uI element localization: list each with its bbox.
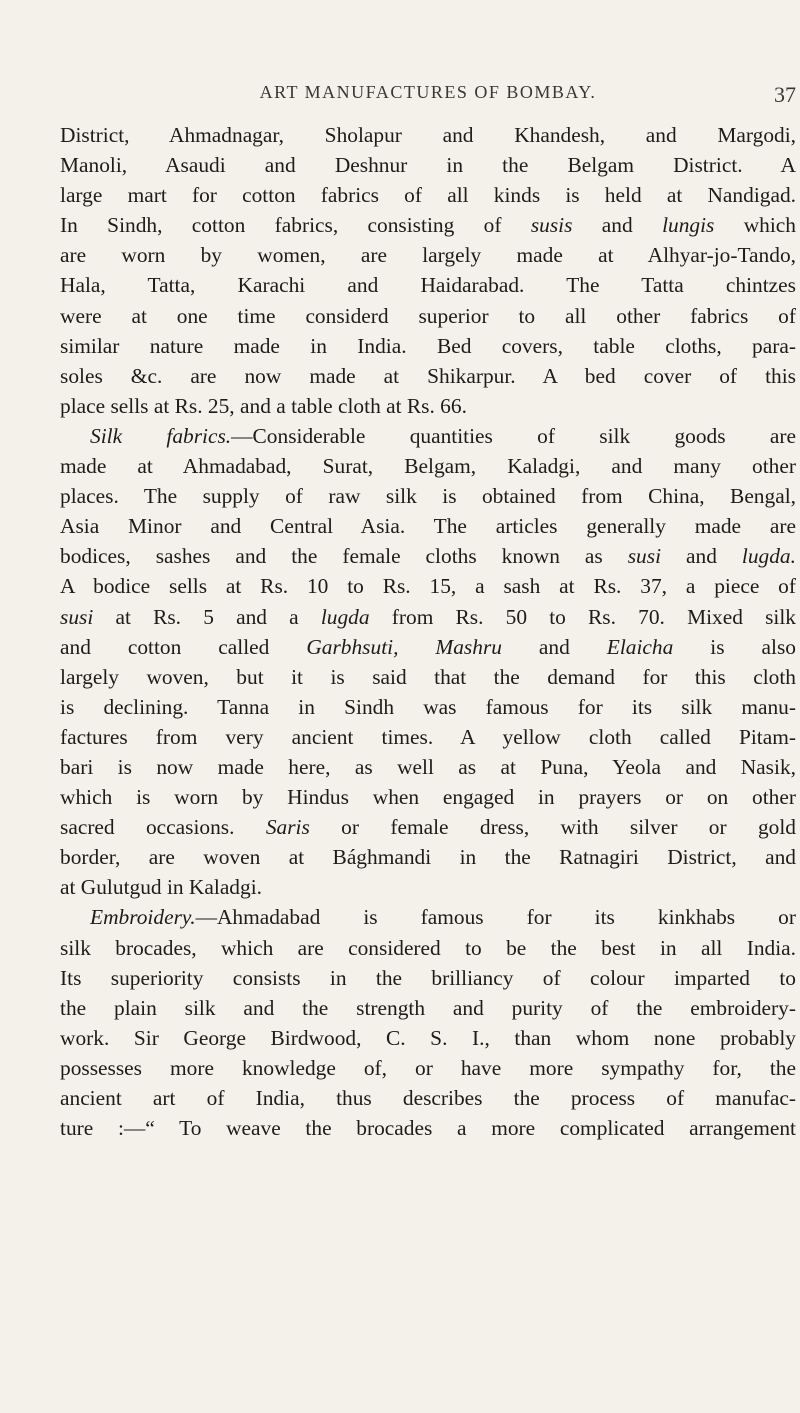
text-line: bodices, sashes and the female cloths known as susi and lugda. [60, 544, 796, 569]
text-line: A bodice sells at Rs. 10 to Rs. 15, a sash at Rs. 37, a piece of [60, 574, 796, 599]
text-line: District, Ahmadnagar, Sholapur and Khandesh, and Margodi, [60, 123, 796, 147]
text-line: sacred occasions. Saris or female dress, with silver or gold [60, 815, 796, 840]
text-line: similar nature made in India. Bed covers, table cloths, para- [60, 333, 796, 358]
paragraph-silk-fabrics: Silk fabrics.—Considerable quantities of silk goods are [90, 423, 796, 448]
text-line: are worn by women, are largely made at Alhyar-jo-Tando, [60, 243, 796, 268]
body-text [60, 120, 796, 1143]
text-line: place sells at Rs. 25, and a table cloth at Rs. 66. [60, 393, 467, 418]
text-line: at Gulutgud in Kaladgi. [60, 875, 262, 900]
text-line: is declining. Tanna in Sindh was famous for its silk manu- [60, 694, 796, 719]
text-line: large mart for cotton fabrics of all kinds is held at Nandigad. [60, 183, 796, 208]
page-number: 37 [774, 82, 796, 107]
text-line: ture :—“ To weave the brocades a more complicated arrangement [60, 1116, 796, 1141]
text-line: possesses more knowledge of, or have more sympathy for, the [60, 1055, 796, 1080]
text-line: places. The supply of raw silk is obtained from China, Bengal, [60, 484, 796, 509]
running-title: ART MANUFACTURES OF BOMBAY. [259, 82, 597, 102]
text-line: Its superiority consists in the brilliancy of colour imparted to [60, 965, 796, 990]
text-line: In Sindh, cotton fabrics, consisting of susis and lungis which [60, 213, 796, 238]
text-line: work. Sir George Birdwood, C. S. I., than whom none probably [60, 1025, 796, 1050]
text-line: Hala, Tatta, Karachi and Haidarabad. The Tatta chintzes [60, 273, 796, 298]
text-line: and cotton called Garbhsuti, Mashru and Elaicha is also [60, 634, 796, 659]
text-line: silk brocades, which are considered to be the best in all India. [60, 935, 796, 960]
text-line: border, are woven at Bághmandi in the Ratnagiri District, and [60, 845, 796, 870]
running-head [60, 82, 796, 112]
text-line: which is worn by Hindus when engaged in prayers or on other [60, 785, 796, 810]
text-line: Asia Minor and Central Asia. The articles generally made are [60, 514, 796, 539]
text-line: factures from very ancient times. A yellow cloth called Pitam- [60, 724, 796, 749]
text-line: bari is now made here, as well as at Puna, Yeola and Nasik, [60, 754, 796, 779]
text-line: largely woven, but it is said that the demand for this cloth [60, 664, 796, 689]
text-line: soles &c. are now made at Shikarpur. A bed cover of this [60, 363, 796, 388]
text-line: ancient art of India, thus describes the process of manufac- [60, 1086, 796, 1110]
text-line: were at one time considerd superior to all other fabrics of [60, 303, 796, 328]
paragraph-embroidery: Embroidery.—Ahmadabad is famous for its kinkhabs or [90, 905, 796, 930]
text-line: the plain silk and the strength and purity of the embroidery- [60, 995, 796, 1020]
text-line: made at Ahmadabad, Surat, Belgam, Kaladgi, and many other [60, 454, 796, 479]
text-line: Manoli, Asaudi and Deshnur in the Belgam District. A [60, 153, 796, 178]
text-line: susi at Rs. 5 and a lugda from Rs. 50 to Rs. 70. Mixed silk [60, 604, 796, 629]
